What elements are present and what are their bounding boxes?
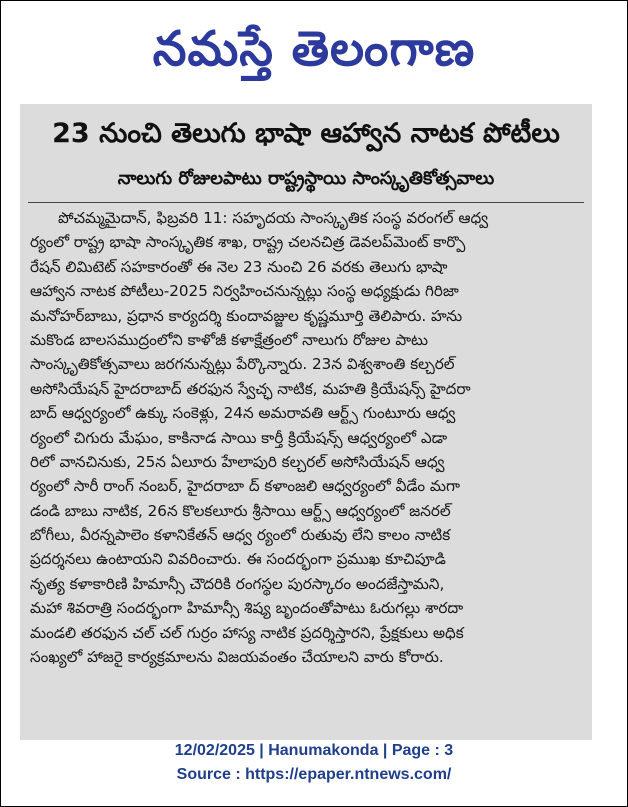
- article-line: ప్రదర్శనలు ఉంటాయని వివరించారు. ఈ సందర్భంగా ప్రముఖ కూచిపూడి: [30, 550, 446, 569]
- newspaper-masthead: నమస్తే తెలంగాణ: [152, 21, 476, 77]
- article-line: ర్యంలో రాష్ట్ర భాషా సాంస్కృతిక శాఖ, రాష్ట్ర చలనచిత్ర డెవలప్‌మెంట్ కార్పొ: [30, 233, 466, 252]
- article-line: బోగీలు, వీరన్నపాలెం కళానికేతన్ ఆధ్వ ర్యంలో రుతువు లేని కాలం నాటిక: [30, 526, 451, 545]
- article-line: రిలో వానచినుకు, 25న ఏలూరు హేలాపురి కల్చరల్ అసోసియేషన్ ఆధ్వ: [30, 452, 445, 471]
- article-headline: 23 నుంచి తెలుగు భాషా ఆహ్వాన నాటక పోటీలు: [52, 118, 560, 149]
- article-line: బాద్ ఆధ్వర్యంలో ఉక్కు సంకెళ్లు, 24న అమరావతి ఆర్ట్స్ గుంటూరు ఆధ్వ: [30, 404, 456, 423]
- article-line: ర్యంలో చిగురు మేఘం, కాకినాడ సాయి కార్తీ క్రియేషన్స్ ఆధ్వర్యంలో ఎడా: [30, 428, 448, 447]
- article-line: డండి బాబు నాటిక, 26న కొలకలూరు శ్రీసాయి ఆర్ట్స్ ఆధ్వర్యంలో జనరల్: [30, 501, 451, 520]
- article-body: [30, 206, 582, 669]
- article-line: అసోసియేషన్ హైదరాబాద్ తరఫున స్వేచ్ఛ నాటిక, మహతి క్రియేషన్స్ హైదరా: [30, 379, 471, 398]
- article-clipping: [20, 104, 592, 740]
- article-subheadline: నాలుగు రోజులపాటు రాష్ట్రస్థాయి సాంస్కృతికోత్సవాలు: [117, 168, 495, 189]
- article-line: ఆహ్వాన నాటక పోటీలు-2025 నిర్వహించనున్నట్లు సంస్థ అధ్యక్షుడు గిరిజా: [30, 282, 459, 301]
- article-line: సంఖ్యలో హాజరై కార్యక్రమాలను విజయవంతం చేయాలని వారు కోరారు.: [30, 648, 444, 667]
- article-line: సాంస్కృతికోత్సవాలు జరగనున్నట్లు పేర్కొన్నారు. 23న విశ్వశాంతి కల్చరల్: [30, 355, 455, 374]
- footer-source-line: Source : https://epaper.ntnews.com/: [176, 766, 452, 783]
- article-line: మనోహర్‌బాబు, ప్రధాన కార్యదర్శి కుందావజ్జుల కృష్ణమూర్తి తెలిపారు. హను: [30, 306, 463, 325]
- article-line: ర్యంలో సారీ రాంగ్ నంబర్, హైదరాబా ద్ కళాంజలి ఆధ్వర్యంలో వీడేం మగా: [30, 477, 460, 496]
- article-line: మకొండ బాలసముద్రంలోని కాళోజీ కళాక్షేత్రంలో నాలుగు రోజుల పాటు: [30, 330, 428, 349]
- footer-date-line: 12/02/2025 | Hanumakonda | Page : 3: [174, 742, 454, 759]
- article-line: పోచమ్మమైదాన్, ఫిబ్రవరి 11: సహృదయ సాంస్కృతిక సంస్థ వరంగల్ ఆధ్వ: [58, 209, 489, 227]
- article-line: మండలి తరఫున చల్ చల్ గుర్రం హాస్య నాటిక ప్రదర్శిస్తారని, ప్రేక్షకులు అధిక: [30, 623, 464, 642]
- article-line: మహా శివరాత్రి సందర్భంగా హిమాన్సీ శిష్య బృందంతోపాటు ఓరుగల్లు శారదా: [30, 599, 464, 618]
- article-line: రేషన్ లిమిటెట్ సహకారంతో ఈ నెల 23 నుంచి 26 వరకు తెలుగు భాషా: [30, 257, 448, 276]
- article-line: నృత్య కళాకారిణి హిమాన్సీ చౌదరికి రంగస్థల పురస్కారం అందజేస్తామని,: [30, 574, 445, 593]
- headline-divider: [28, 202, 584, 203]
